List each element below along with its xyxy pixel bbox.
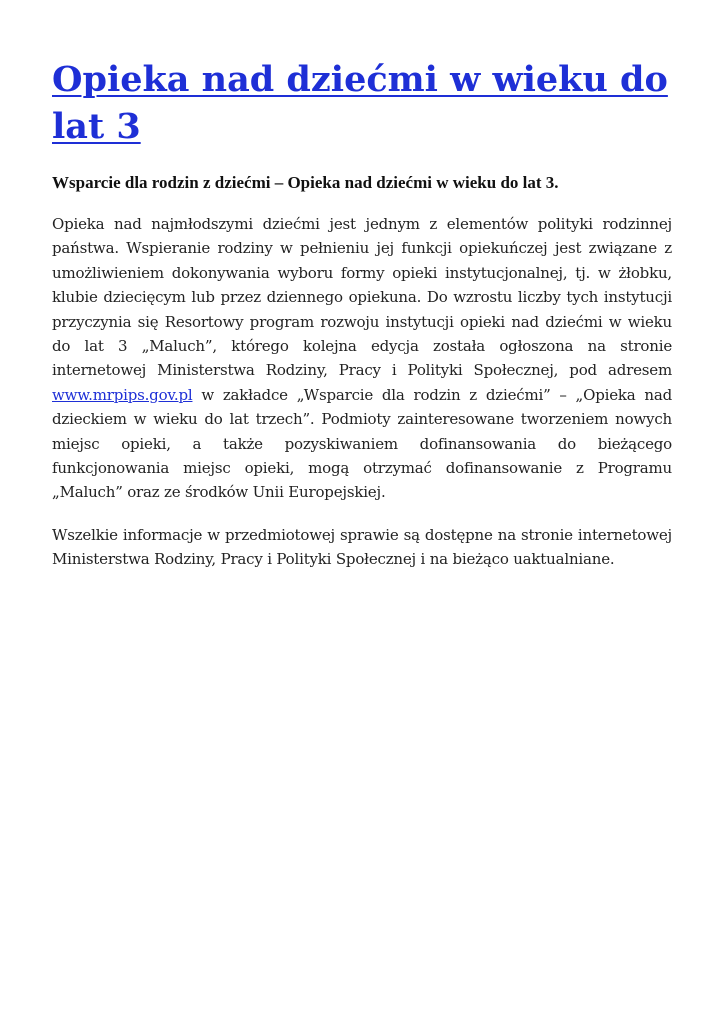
article [52, 56, 672, 572]
paragraph-1-text-before-link: Opieka nad najmłodszymi dziećmi jest jednym z elementów polityki rodzinnej państwa. Wspieranie rodziny w pełnieniu jej funkcji opiekuńczej jest związane z umożliwieniem dokonywania wyboru formy opieki instytucjonalnej, tj. w żłobku, klubie dziecięcym lub przez dziennego opiekuna. Do wzrostu liczby tych instytucji przyczynia się Resortowy program rozwoju instytucji opieki nad dziećmi w wieku do lat 3 „Maluch”, którego kolejna edycja została ogłoszona na stronie internetowej Ministerstwa Rodziny, Pracy i Polityki Społecznej, pod adresem [52, 215, 672, 380]
article-paragraph-2: Wszelkie informacje w przedmiotowej sprawie są dostępne na stronie internetowej Ministerstwa Rodziny, Pracy i Polityki Społecznej i na bieżąco uaktualniane. [52, 525, 672, 569]
article-title [52, 56, 672, 150]
paragraph-1-text-after-link: w zakładce „Wsparcie dla rodzin z dziećmi” – „Opieka nad dzieckiem w wieku do lat trzech”. Podmioty zainteresowane tworzeniem nowych miejsc opieki, a także pozyskiwaniem dofinansowania do bieżącego funkcjonowania miejsc opieki, mogą otrzymać dofinansowanie z Programu „Maluch” oraz ze środków Unii Europejskiej. [52, 385, 672, 502]
article-paragraph-1 [52, 212, 672, 505]
article-lead: Wsparcie dla rodzin z dziećmi – Opieka nad dziećmi w wieku do lat 3. [52, 173, 559, 192]
mrpips-website-link[interactable]: www.mrpips.gov.pl [52, 385, 193, 404]
article-title-link[interactable]: Opieka nad dziećmi w wieku do lat 3 [52, 59, 668, 147]
